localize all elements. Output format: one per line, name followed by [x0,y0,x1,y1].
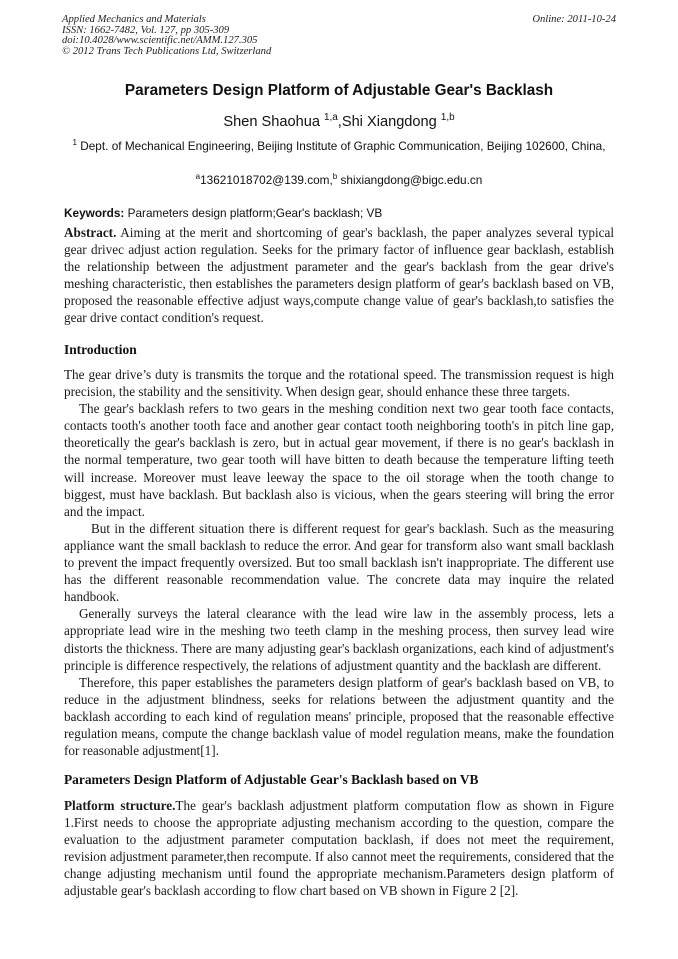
doi-line: doi:10.4028/www.scientific.net/AMM.127.305 [62,35,258,47]
affil-marker: 1 [72,138,77,148]
paragraph-text: The gear's backlash adjustment platform computation flow as shown in Figure 1.First needs to choose the appropriate adjusting mechanism according to the question, compare the evaluation to the adjustment parameter computation backlash, if does not meet the requirement, revision adjustment parameter,then recompute. If also cannot meet the requirements, considered that the change adjusting mechanism until found the appropriate mechanism.Parameters design platform of adjustable gear's backlash according to flow chart based on VB shown in Figure 2 [2]. [64,798,615,899]
keywords [64,206,616,220]
abstract [64,224,614,327]
keywords-text: Parameters design platform;Gear's backlash; VB [124,206,383,220]
journal-name: Applied Mechanics and Materials [62,14,206,25]
paragraph: The gear's backlash refers to two gears in the meshing condition next two gear tooth face contacts, contacts tooth's another tooth face and another gear contact tooth neighboring tooth's in pitch line gap, theoretically the gear's backlash is zero, but in actual gear movement, if there is no gear's backlash in the normal temperature, two gear tooth will have bitten to death because the temperature lifting teeth will increase. Moreover must leave leeway the space to the oil storage when the tooth change to biggest, must have backlash. But backlash also is vicious, when the gears steering will bring the error and the impact. [64,401,614,519]
author-line [0,114,678,130]
paragraph: But in the different situation there is different request for gear's backlash. Such as the measuring appliance want the small backlash to reduce the error. And gear for transform also want small backlash to prevent the impact frequently oversized. But too small backlash isn't inappropriate. The different use has the different reasonable recommendation value. The concrete data may inquire the related handbook. [64,520,614,605]
email-address: shixiangdong@bigc.edu.cn [337,173,483,187]
author-affil-marker: 1,b [440,112,455,124]
section-heading-introduction: Introduction [64,342,137,357]
author-affil-marker: 1,a [324,112,338,124]
email-marker: b [332,172,338,182]
author-name: Shen Shaohua [223,114,324,130]
introduction-body [64,366,614,759]
online-date: Online: 2011-10-24 [532,14,616,25]
runin-heading: Platform structure. [64,798,176,813]
issn-line: ISSN: 1662-7482, Vol. 127, pp 305-309 [62,24,230,36]
section-heading-platform: Parameters Design Platform of Adjustable Gear's Backlash based on VB [64,772,479,787]
paragraph: Generally surveys the lateral clearance with the lead wire law in the assembly process, lets a appropriate lead wire in the meshing two teeth clamp in the meshing process, then survey lead wire distorts the thickness. There are many adjusting gear's backlash organizations, each kind of adjustment's principle is difference respectively, the relations of adjustment quantity and the backlash are different. [64,606,614,673]
keywords-label: Keywords: [64,206,125,220]
affiliation [70,138,608,155]
abstract-text: Aiming at the merit and shortcoming of gear's backlash, the paper analyzes several typical gear drivec adjust action regulation. Seeks for the primary factor of influence gear backlash, establish the relationship between the adjustment parameter and the gear's backlash from the gear drive's meshing characteristic, then establishes the parameters design platform of gear's backlash based on VB, proposed the reasonable effective adjust ways,compute change value of gear's backlash,to satisfies the gear drive contact condition's request. [64,225,614,326]
paragraph: Therefore, this paper establishes the parameters design platform of gear's backlash based on VB, to reduce in the adjustment blindness, seeks for relations between the adjustment quantity and the backlash according to each kind of regulation means' principle, proposed that the reasonable effective regulation means, compute the change backlash value of model regulation means, make the foundation for reasonable adjustment[1]. [64,674,614,759]
email-marker: a [195,172,201,182]
platform-body [64,797,614,900]
paper-title: Parameters Design Platform of Adjustable Gear's Backlash [124,82,554,99]
email-address: 13621018702@139.com, [200,173,333,187]
email-line [0,173,678,187]
paragraph: The gear drive’s duty is transmits the torque and the rotational speed. The transmission request is high precision, the stability and the sensitivity. When design gear, should enhance these three targets. [64,367,614,400]
abstract-label: Abstract. [64,225,117,240]
affil-text: Dept. of Mechanical Engineering, Beijing Institute of Graphic Communication, Beijing 102600, China, [76,139,606,153]
author-name: ,Shi Xiangdong [337,114,441,130]
running-header [62,15,616,57]
copyright-line: © 2012 Trans Tech Publications Ltd, Switzerland [62,45,272,57]
